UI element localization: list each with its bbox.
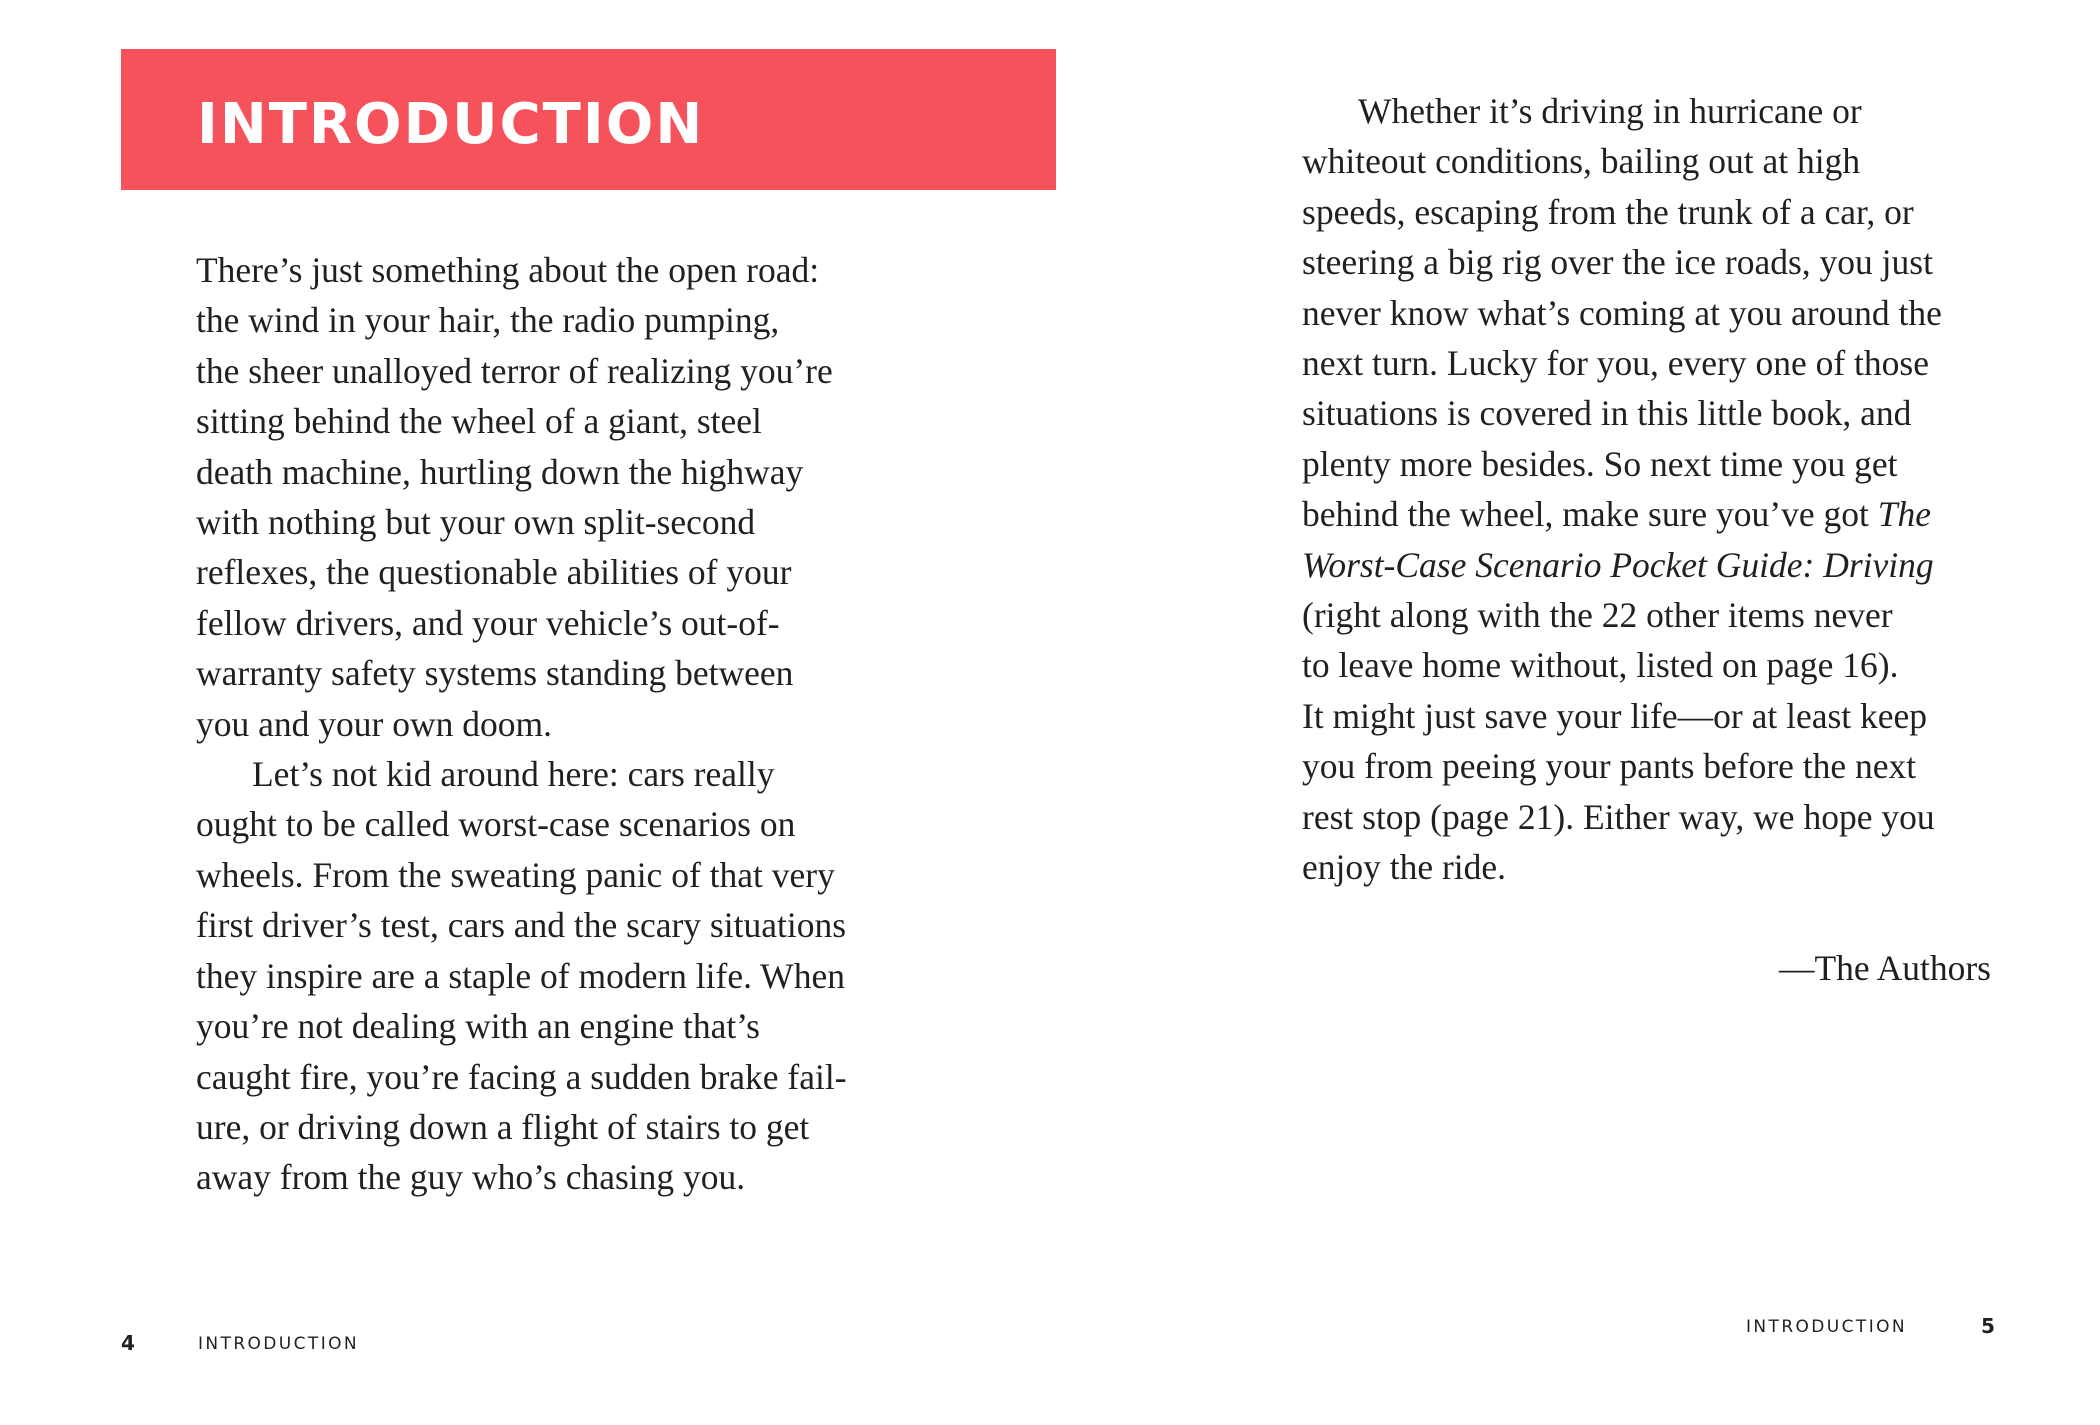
- page-number: 4: [121, 1331, 135, 1355]
- text-line: death machine, hurtling down the highway: [196, 451, 804, 492]
- text-line: never know what’s coming at you around the: [1302, 292, 1942, 333]
- text-line: away from the guy who’s chasing you.: [196, 1157, 746, 1198]
- text-line: caught fire, you’re facing a sudden brake fail-: [196, 1056, 847, 1097]
- text-line: [1302, 489, 1942, 539]
- book-title-italic: Worst-Case Scenario Pocket Guide: Driving: [1302, 544, 1934, 585]
- text-line: first driver’s test, cars and the scary situations: [196, 905, 847, 946]
- text-line: wheels. From the sweating panic of that very: [196, 854, 835, 895]
- text-line: (right along with the 22 other items never: [1302, 595, 1893, 636]
- text-line: you from peeing your pants before the next: [1302, 746, 1917, 787]
- text-line: with nothing but your own split-second: [196, 502, 756, 543]
- running-head: INTRODUCTION: [1746, 1317, 1908, 1337]
- running-head: INTRODUCTION: [198, 1334, 360, 1354]
- text-line: they inspire are a staple of modern life. When: [196, 955, 845, 996]
- text-line: you’re not dealing with an engine that’s: [196, 1006, 760, 1047]
- left-body-text: [196, 245, 847, 1203]
- page-title: INTRODUCTION: [197, 92, 705, 157]
- text-line: enjoy the ride.: [1302, 847, 1507, 888]
- signature: —The Authors: [1779, 948, 1991, 988]
- text-line: [1302, 540, 1942, 590]
- text-line: steering a big rig over the ice roads, you just: [1302, 242, 1933, 283]
- text-line: situations is covered in this little book, and: [1302, 393, 1912, 434]
- text-line: whiteout conditions, bailing out at high: [1302, 141, 1861, 182]
- text-line: There’s just something about the open road:: [196, 250, 820, 290]
- text-line: you and your own doom.: [196, 703, 552, 744]
- text-line: sitting behind the wheel of a giant, steel: [196, 401, 762, 442]
- text-line: next turn. Lucky for you, every one of those: [1302, 343, 1929, 384]
- text-line: fellow drivers, and your vehicle’s out-of-: [196, 602, 780, 643]
- text-line: to leave home without, listed on page 16).: [1302, 645, 1899, 686]
- page-number: 5: [1981, 1314, 1995, 1338]
- text-line: It might just save your life—or at least keep: [1302, 695, 1928, 736]
- text-line: rest stop (page 21). Either way, we hope you: [1302, 796, 1935, 837]
- text-line: the wind in your hair, the radio pumping,: [196, 300, 780, 341]
- text-line: ought to be called worst-case scenarios on: [196, 804, 796, 845]
- text-line: warranty safety systems standing between: [196, 653, 794, 694]
- book-title-italic: The: [1877, 494, 1931, 535]
- text-line: Whether it’s driving in hurricane or: [1358, 91, 1862, 131]
- text-segment: behind the wheel, make sure you’ve got: [1302, 494, 1878, 535]
- title-banner: [121, 49, 1056, 190]
- text-line: Let’s not kid around here: cars really: [252, 754, 775, 795]
- text-line: speeds, escaping from the trunk of a car, or: [1302, 191, 1914, 232]
- right-body-text: [1302, 86, 1942, 893]
- text-line: reflexes, the questionable abilities of your: [196, 552, 792, 593]
- text-line: plenty more besides. So next time you get: [1302, 443, 1898, 484]
- text-line: ure, or driving down a flight of stairs to get: [196, 1106, 810, 1147]
- text-line: the sheer unalloyed terror of realizing you’re: [196, 350, 833, 391]
